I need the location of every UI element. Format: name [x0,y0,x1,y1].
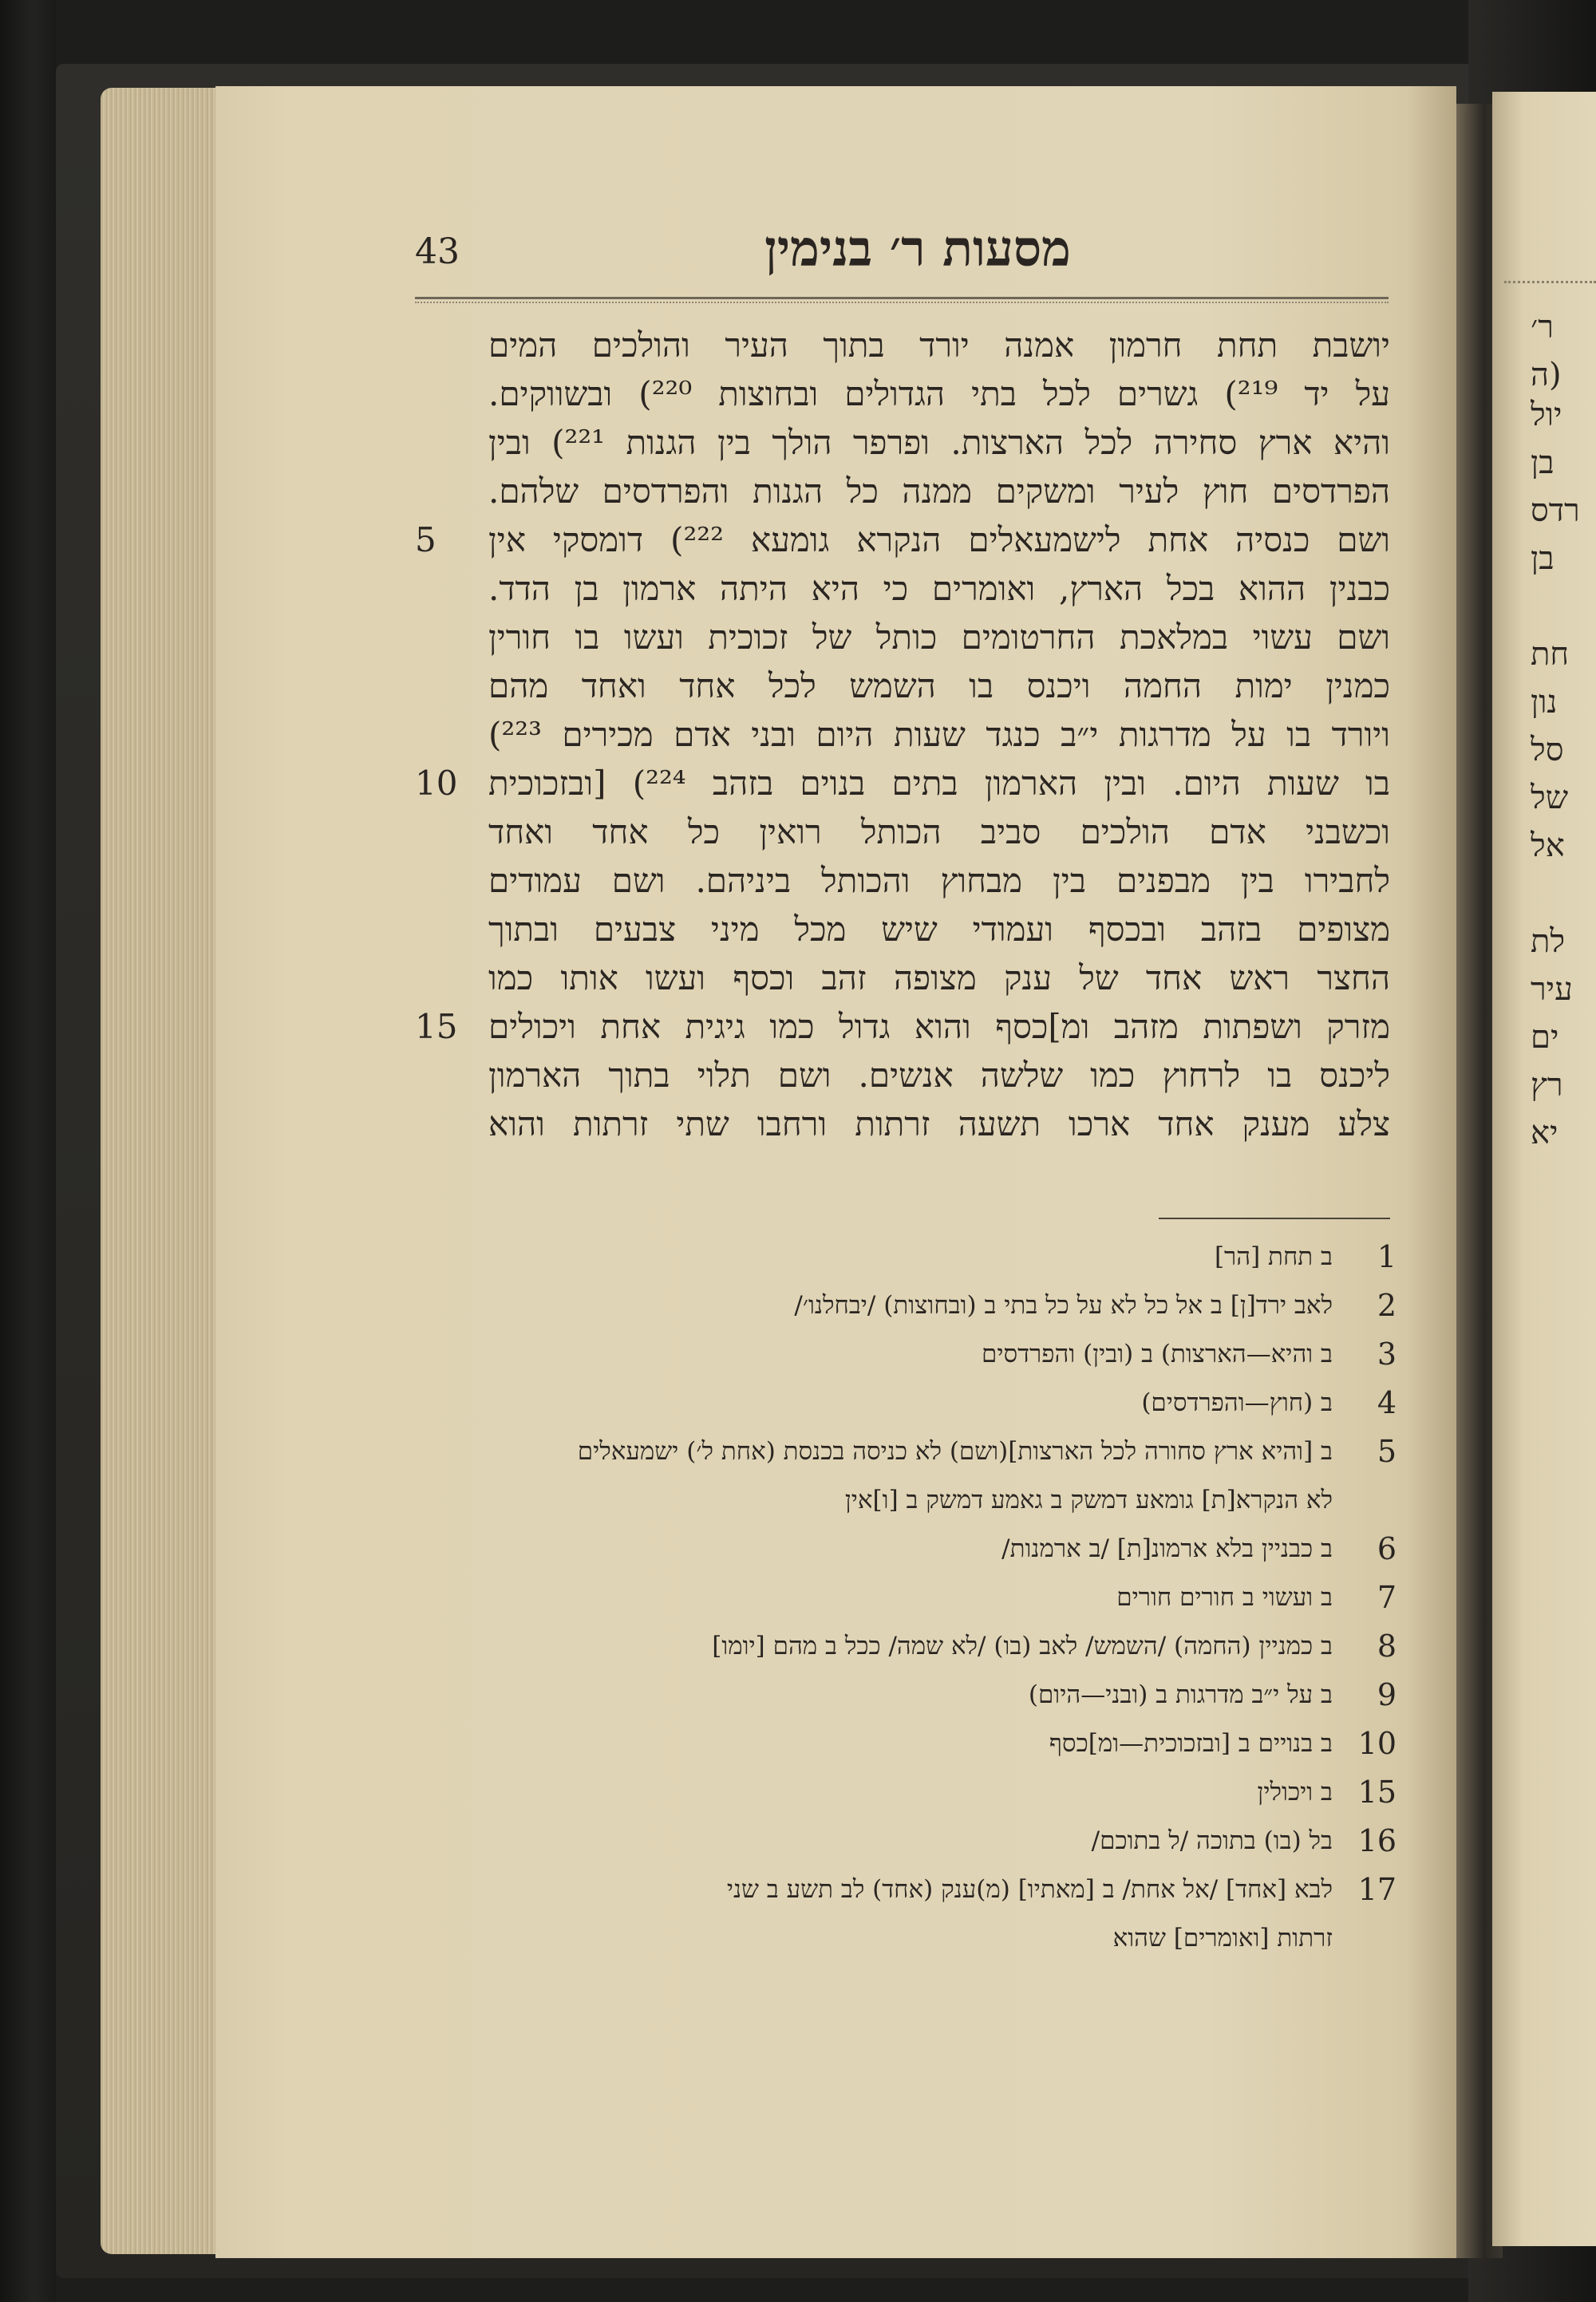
apparatus-line-number: 16 [1357,1823,1396,1858]
apparatus-line-number [1349,1476,1396,1525]
apparatus-text: ב כבניין בלא ארמונ[ת] /ב ארמנות/ [1001,1534,1333,1563]
facing-page-line: סל [1531,734,1564,766]
facing-page-line: רדס [1531,495,1580,527]
apparatus-line-number: 7 [1377,1580,1396,1615]
apparatus-entry [399,1914,1396,1963]
apparatus-line-number: 15 [1357,1775,1396,1810]
text-line: מזרק ושפתות מזהב ומ]כסף והוא גדול כמו גיגית אחת ויכולים [488,1007,1390,1046]
facing-page-line: בן [1531,543,1555,575]
apparatus-text: ב תחת [הר] [1214,1242,1333,1271]
apparatus-entry [399,1866,1396,1914]
text-line: ויורד בו על מדרגות י״ב כנגד שעות היום ובני אדם מכירים ²²³) [488,715,1390,754]
facing-page-line: נון [1531,686,1558,718]
text-line: צלע מענק אחד ארכו תשעה זרתות ורחבו שתי זרתות והוא [488,1104,1390,1143]
facing-page-line: בן [1531,447,1555,479]
apparatus-line-number: 2 [1377,1288,1396,1323]
text-line: הפרדסים חוץ לעיר ומשקים ממנה כל הגנות והפרדסים שלהם. [488,472,1390,511]
apparatus-line-number: 17 [1357,1872,1396,1907]
apparatus-entry [399,1330,1396,1379]
text-line: ושם עשוי במלאכת החרטומים כותל של זכוכית ועשו בו חורין [488,618,1390,657]
apparatus-entry [399,1768,1396,1817]
facing-page-line: יול [1531,399,1562,431]
apparatus-entry [399,1427,1396,1476]
facing-page-line: עיר [1531,973,1573,1005]
apparatus-entry [399,1573,1396,1622]
text-line: כמנין ימות החמה ויכנס בו השמש לכל אחד ואחד מהם [488,666,1390,705]
text-line: וכשבני אדם הולכים סביב הכותל רואין כל אחד ואחד [488,812,1390,851]
header-rule [415,297,1389,299]
facing-page-line: של [1531,782,1569,814]
apparatus-text: בל (בו) בתוכה /ל בתוכם/ [1091,1826,1333,1855]
apparatus-entry [399,1233,1396,1281]
background-left [0,0,56,2302]
apparatus-text: ב והיא—הארצות) ב (ובין) והפרדסים [982,1340,1333,1368]
text-line: יושבת תחת חרמון אמנה יורד בתוך העיר והולכים המים [488,326,1390,365]
facing-page-line: חת [1531,638,1570,670]
apparatus-text: ב ויכולין [1257,1778,1333,1806]
apparatus-line-number: 1 [1377,1239,1396,1274]
line-number: 15 [415,1007,458,1046]
apparatus-line-number [1349,1914,1396,1963]
running-title: מסעות ר׳ בנימין [764,219,1071,278]
page-edges [101,88,228,2254]
apparatus-text: ב כמניין (החמה) /השמש/ לאב (בו) /לא שמה/ ככל ב מהם [יומו] [712,1632,1333,1660]
apparatus-text: ב בנויים ב [ובזכוכית—ומ]כסף [1049,1729,1333,1758]
line-number: 5 [415,520,437,559]
line-number: 10 [415,764,458,803]
apparatus-entry [399,1671,1396,1720]
apparatus-entry [399,1525,1396,1573]
apparatus-line-number: 6 [1377,1531,1396,1566]
main-text [488,321,1390,1206]
facing-page-line: לת [1531,926,1566,958]
text-line: ליכנס בו לרחוץ כמו שלשה אנשים. ושם תלוי בתוך הארמון [488,1056,1390,1095]
apparatus-text: ב על י״ב מדרגות ב (ובני—היום) [1028,1680,1333,1709]
apparatus-entry [399,1476,1396,1525]
apparatus-entry [399,1379,1396,1427]
text-line: החצר ראש אחד של ענק מצופה זהב וכסף ועשו אותו כמו [488,958,1390,997]
apparatus-text: ב ועשוי ב חורים חורים [1116,1583,1333,1612]
page-number: 43 [415,231,460,272]
facing-page-rule [1504,281,1596,283]
apparatus-line-number: 4 [1377,1385,1396,1420]
apparatus-text: לאב ירד[ן] ב אל כל לא על כל בתי ב (ובחוצות) /יבחלנו׳/ [794,1291,1333,1320]
footnote-rule [1159,1218,1390,1219]
header-rule-dotted [415,302,1389,303]
facing-page-line: רץ [1531,1069,1563,1101]
text-line: ושם כנסיה אחת לישמעאלים הנקרא גומעא ²²²) דומסקי אין [488,520,1390,559]
text-line: מצופים בזהב ובכסף ועמודי שיש מכל מיני צבעים ובתוך [488,910,1390,949]
apparatus-text: ב (חוץ—והפרדסים) [1141,1388,1333,1417]
apparatus-text: ב [והיא ארץ סחורה לכל הארצות](ושם) לא כניסה בכנסת (אחת ל׳) ישמעאלים [577,1437,1333,1466]
line-numbers [415,321,479,1206]
facing-page-line: ים [1531,1021,1559,1053]
text-line: כבנין ההוא בכל הארץ, ואומרים כי היא היתה ארמון בן הדד. [488,569,1390,608]
critical-apparatus [399,1233,1396,1953]
facing-page-line [1531,590,1596,622]
apparatus-entry [399,1817,1396,1866]
apparatus-entry [399,1622,1396,1671]
apparatus-line-number: 5 [1377,1434,1396,1469]
apparatus-text: זרתות [ואומרים] שהוא [1112,1924,1333,1953]
text-line: לחבירו בין מבפנים בין מבחוץ והכותל ביניהם. ושם עמודים [488,861,1390,900]
facing-page-line: ר׳ [1531,311,1554,343]
apparatus-text: לבא [אחד] /אל אחת/ ב [מאתיו] (מ)ענק (אחד) לב תשע ב שני [726,1875,1333,1904]
text-line: בו שעות היום. ובין הארמון בתים בנוים בזהב ²²⁴) [ובזכוכית [488,764,1390,803]
apparatus-entry [399,1720,1396,1768]
apparatus-line-number: 8 [1377,1629,1396,1664]
text-line: על יד ²¹⁹) גשרים לכל בתי הגדולים ובחוצות ²²⁰) ובשווקים. [488,374,1390,413]
text-line: והיא ארץ סחירה לכל הארצות. ופרפר הולך בין הגנות ²²¹) ובין [488,423,1390,462]
apparatus-line-number: 9 [1377,1677,1396,1712]
facing-page-line: אל [1531,830,1565,862]
apparatus-line-number: 3 [1377,1337,1396,1372]
apparatus-entry [399,1281,1396,1330]
apparatus-line-number: 10 [1357,1726,1396,1761]
apparatus-text: לא הנקרא[ת] גומאע דמשק ב גאמע דמשק ב [ו]אין [844,1486,1333,1514]
facing-page-line: יא [1531,1117,1558,1149]
facing-page-line: (ה [1531,359,1562,391]
facing-page-line [1531,878,1596,910]
